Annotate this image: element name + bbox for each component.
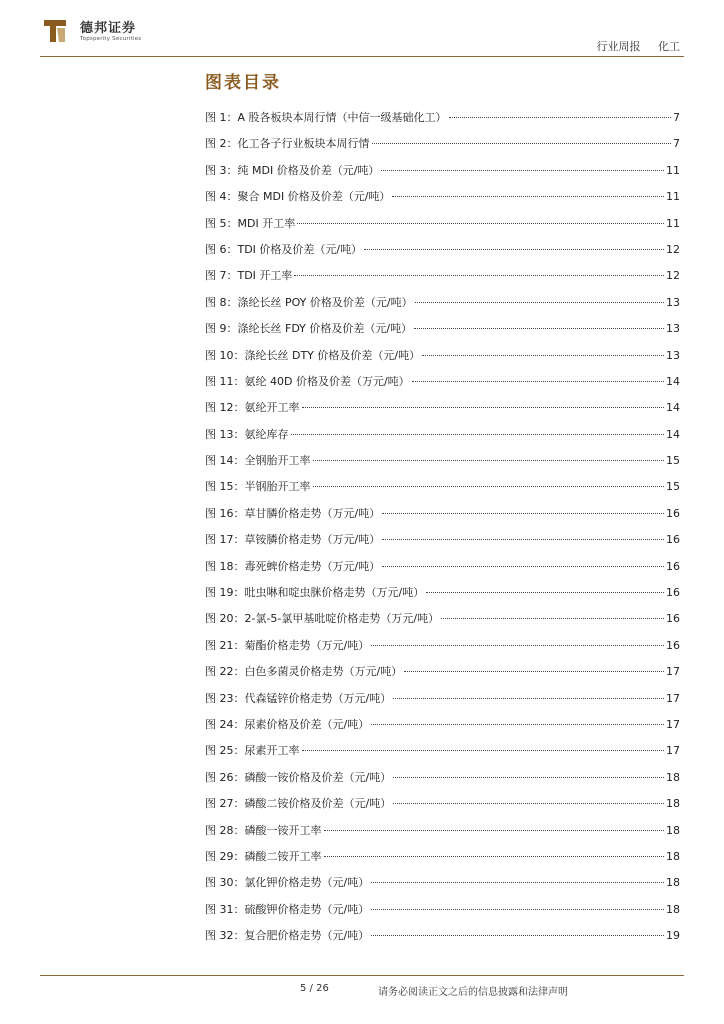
toc-leader-dots — [393, 803, 664, 804]
company-logo — [40, 14, 180, 48]
toc-leader-dots — [371, 935, 664, 936]
toc-entry-page: 18 — [666, 902, 680, 916]
toc-entry-label: 图 21：菊酯价格走势（万元/吨） — [205, 638, 370, 652]
toc-entry-label: 图 2：化工各子行业板块本周行情 — [205, 137, 370, 151]
toc-entry-page: 17 — [666, 665, 680, 679]
toc-entry-page: 12 — [666, 269, 680, 283]
toc-entry-page: 18 — [666, 849, 680, 863]
toc-entry-page: 18 — [666, 797, 680, 811]
toc-leader-dots — [313, 486, 665, 487]
toc-entry-page: 15 — [666, 454, 680, 468]
toc-entry[interactable] — [205, 316, 680, 342]
toc-entry[interactable] — [205, 343, 680, 369]
toc-entry-page: 17 — [666, 717, 680, 731]
toc-leader-dots — [364, 249, 664, 250]
report-type: 行业周报 — [596, 40, 641, 53]
logo-company-name-en: Topsperity Securities — [80, 36, 142, 42]
toc-entry-label: 图 6：TDI 价格及价差（元/吨） — [205, 242, 363, 256]
toc-leader-dots — [404, 671, 664, 672]
toc-leader-dots — [302, 407, 665, 408]
toc-entry[interactable] — [205, 211, 680, 237]
toc-entry[interactable] — [205, 791, 680, 817]
toc-entry-page: 11 — [666, 190, 680, 204]
toc-entry-label: 图 20：2-氯-5-氯甲基吡啶价格走势（万元/吨） — [205, 612, 440, 626]
toc-leader-dots — [371, 882, 664, 883]
toc-entry[interactable] — [205, 923, 680, 949]
toc-leader-dots — [426, 592, 664, 593]
toc-leader-dots — [372, 143, 672, 144]
toc-entry[interactable] — [205, 105, 680, 131]
toc-leader-dots — [294, 275, 664, 276]
toc-title: 图表目录 — [205, 73, 281, 93]
toc-entry-page: 7 — [673, 111, 680, 124]
toc-entry-label: 图 32：复合肥价格走势（元/吨） — [205, 929, 370, 943]
toc-leader-dots — [449, 117, 671, 118]
toc-entry[interactable] — [205, 686, 680, 712]
toc-entry[interactable] — [205, 158, 680, 184]
toc-entry-page: 17 — [666, 744, 680, 758]
toc-entry[interactable] — [205, 422, 680, 448]
toc-entry-page: 14 — [666, 374, 680, 388]
toc-leader-dots — [297, 223, 664, 224]
toc-leader-dots — [414, 328, 664, 329]
toc-entry[interactable] — [205, 369, 680, 395]
toc-leader-dots — [412, 381, 664, 382]
toc-entry[interactable] — [205, 131, 680, 157]
logo-company-name: 德邦证券 — [80, 21, 137, 36]
toc-leader-dots — [302, 750, 665, 751]
toc-entry-page: 16 — [666, 586, 680, 600]
toc-entry-label: 图 5：MDI 开工率 — [205, 216, 296, 230]
toc-entry[interactable] — [205, 870, 680, 896]
toc-entry[interactable] — [205, 818, 680, 844]
toc-entry-page: 11 — [666, 163, 680, 177]
footer-divider — [40, 975, 684, 976]
toc-entry-page: 14 — [666, 401, 680, 415]
toc-leader-dots — [324, 856, 665, 857]
toc-leader-dots — [393, 698, 664, 699]
toc-entry-page: 11 — [666, 216, 680, 230]
toc-entry[interactable] — [205, 606, 680, 632]
report-header — [583, 38, 681, 54]
toc-entry-page: 16 — [666, 612, 680, 626]
toc-entry-page: 7 — [673, 137, 680, 151]
toc-entry-label: 图 17：草铵膦价格走势（万元/吨） — [205, 533, 381, 547]
header-divider — [40, 56, 684, 57]
toc-entry[interactable] — [205, 527, 680, 553]
toc-entry[interactable] — [205, 738, 680, 764]
toc-list — [205, 105, 680, 950]
toc-entry-label: 图 8：涤纶长丝 POY 价格及价差（元/吨） — [205, 295, 413, 309]
toc-leader-dots — [441, 618, 664, 619]
toc-entry-label: 图 28：磷酸一铵开工率 — [205, 823, 322, 837]
toc-entry-label: 图 27：磷酸二铵价格及价差（元/吨） — [205, 797, 392, 811]
company-logo-icon — [40, 16, 70, 46]
toc-entry[interactable] — [205, 448, 680, 474]
toc-entry-label: 图 26：磷酸一铵价格及价差（元/吨） — [205, 770, 392, 784]
toc-entry-label: 图 12：氨纶开工率 — [205, 401, 300, 415]
toc-entry-label: 图 31：硫酸钾价格走势（元/吨） — [205, 902, 370, 916]
toc-entry[interactable] — [205, 659, 680, 685]
toc-entry[interactable] — [205, 184, 680, 210]
toc-entry-label: 图 4：聚合 MDI 价格及价差（元/吨） — [205, 190, 391, 204]
toc-entry-page: 14 — [666, 427, 680, 441]
toc-entry-page: 15 — [666, 480, 680, 494]
toc-entry-label: 图 23：代森锰锌价格走势（万元/吨） — [205, 691, 392, 705]
toc-leader-dots — [382, 539, 664, 540]
toc-entry-label: 图 1：A 股各板块本周行情（中信一级基础化工） — [205, 111, 447, 124]
toc-entry-page: 16 — [666, 559, 680, 573]
toc-entry-page: 12 — [666, 242, 680, 256]
toc-entry-label: 图 19：吡虫啉和啶虫脒价格走势（万元/吨） — [205, 586, 425, 600]
toc-entry-label: 图 16：草甘膦价格走势（万元/吨） — [205, 506, 381, 520]
toc-leader-dots — [415, 302, 664, 303]
report-sector: 化工 — [658, 40, 680, 53]
toc-entry-page: 17 — [666, 691, 680, 705]
toc-leader-dots — [393, 777, 664, 778]
toc-entry[interactable] — [205, 263, 680, 289]
toc-entry-label: 图 11：氨纶 40D 价格及价差（万元/吨） — [205, 374, 410, 388]
toc-leader-dots — [381, 170, 664, 171]
toc-entry[interactable] — [205, 474, 680, 500]
toc-leader-dots — [313, 460, 665, 461]
toc-entry-page: 19 — [666, 929, 680, 943]
toc-entry[interactable] — [205, 712, 680, 738]
toc-entry-page: 18 — [666, 823, 680, 837]
toc-entry-label: 图 7：TDI 开工率 — [205, 269, 293, 283]
toc-entry[interactable] — [205, 580, 680, 606]
toc-entry[interactable] — [205, 897, 680, 923]
toc-entry-page: 18 — [666, 770, 680, 784]
toc-entry-page: 13 — [666, 295, 680, 309]
toc-entry[interactable] — [205, 237, 680, 263]
toc-leader-dots — [382, 513, 664, 514]
toc-entry[interactable] — [205, 501, 680, 527]
toc-entry-label: 图 14：全钢胎开工率 — [205, 454, 311, 468]
toc-leader-dots — [371, 645, 664, 646]
toc-entry-page: 13 — [666, 348, 680, 362]
toc-entry-page: 13 — [666, 322, 680, 336]
page-number: 5 / 26 — [300, 983, 329, 994]
toc-entry-page: 16 — [666, 506, 680, 520]
toc-entry[interactable] — [205, 395, 680, 421]
toc-leader-dots — [392, 196, 664, 197]
toc-entry[interactable] — [205, 554, 680, 580]
toc-entry-label: 图 30：氯化钾价格走势（元/吨） — [205, 876, 370, 890]
toc-entry-label: 图 13：氨纶库存 — [205, 427, 289, 441]
toc-entry-label: 图 24：尿素价格及价差（元/吨） — [205, 717, 370, 731]
toc-leader-dots — [324, 830, 665, 831]
toc-leader-dots — [382, 566, 664, 567]
toc-entry[interactable] — [205, 290, 680, 316]
toc-entry-label: 图 25：尿素开工率 — [205, 744, 300, 758]
toc-entry-page: 18 — [666, 876, 680, 890]
toc-entry-label: 图 3：纯 MDI 价格及价差（元/吨） — [205, 163, 380, 177]
toc-leader-dots — [371, 724, 664, 725]
toc-entry-label: 图 18：毒死蜱价格走势（万元/吨） — [205, 559, 381, 573]
toc-leader-dots — [291, 434, 665, 435]
toc-leader-dots — [422, 355, 664, 356]
toc-entry-page: 16 — [666, 638, 680, 652]
toc-entry[interactable] — [205, 844, 680, 870]
toc-entry-label: 图 29：磷酸二铵开工率 — [205, 849, 322, 863]
toc-entry-label: 图 15：半钢胎开工率 — [205, 480, 311, 494]
toc-entry[interactable] — [205, 633, 680, 659]
toc-entry[interactable] — [205, 765, 680, 791]
toc-leader-dots — [371, 909, 664, 910]
footer-disclaimer: 请务必阅读正文之后的信息披露和法律声明 — [378, 987, 568, 998]
toc-entry-label: 图 9：涤纶长丝 FDY 价格及价差（元/吨） — [205, 322, 413, 336]
toc-entry-page: 16 — [666, 533, 680, 547]
toc-entry-label: 图 10：涤纶长丝 DTY 价格及价差（元/吨） — [205, 348, 421, 362]
toc-entry-label: 图 22：白色多菌灵价格走势（万元/吨） — [205, 665, 403, 679]
